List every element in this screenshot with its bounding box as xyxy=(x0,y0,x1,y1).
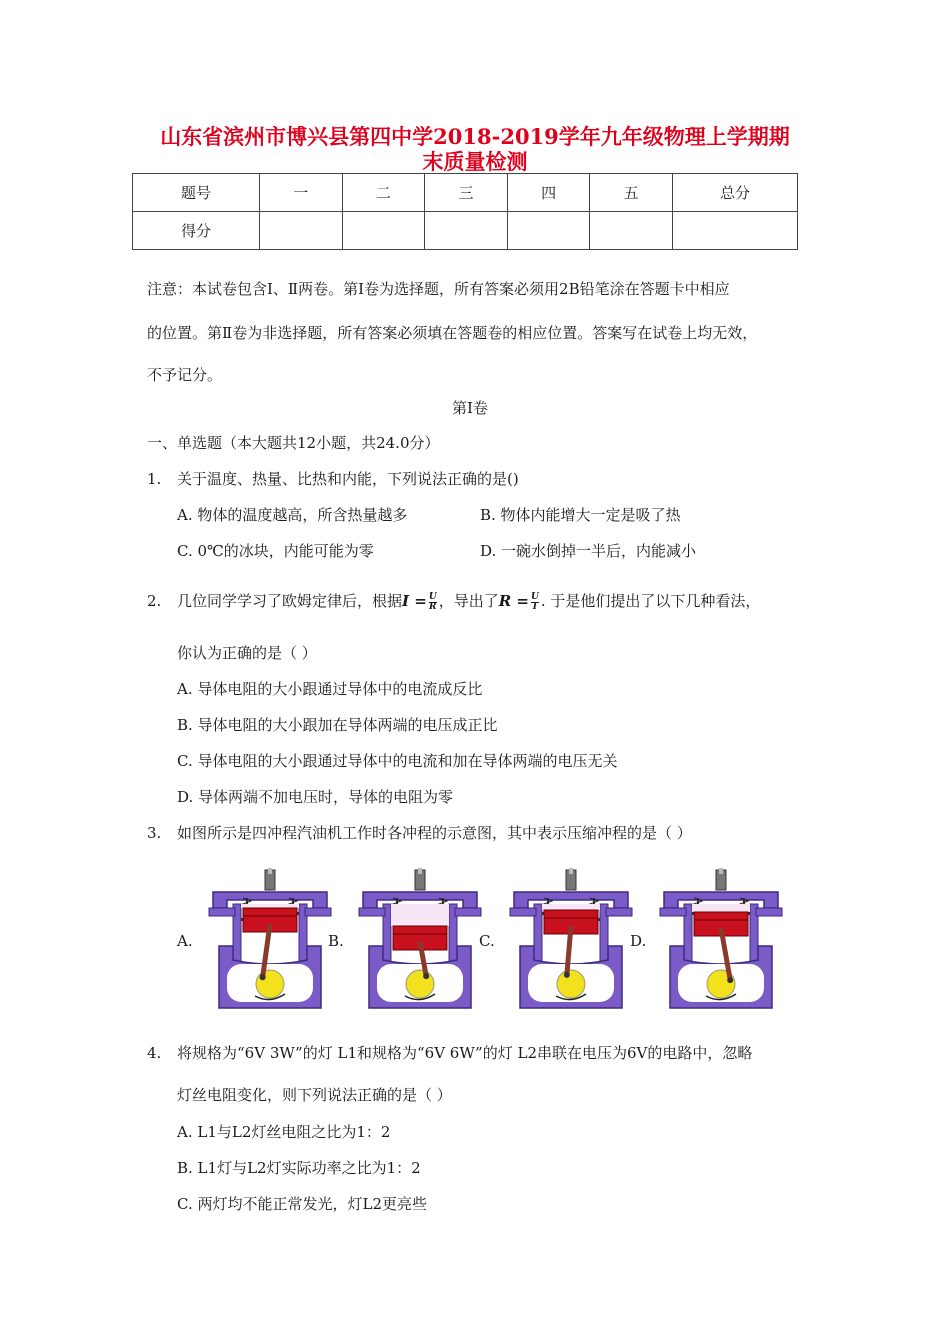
spark-plug-tip xyxy=(418,868,422,874)
combustion-chamber xyxy=(241,904,299,908)
question-1-option-b: B. 物体内能增大一定是吸了热 xyxy=(480,506,681,524)
engine-option-d-label: D. xyxy=(630,932,647,950)
formula-numerator: U xyxy=(530,591,539,602)
score-table-header-cell: 二 xyxy=(342,174,425,212)
exhaust-port xyxy=(455,908,481,916)
combustion-chamber xyxy=(692,904,750,912)
score-table-header-row xyxy=(133,174,798,212)
question-4-stem-line-2: 灯丝电阻变化，则下列说法正确的是（ ） xyxy=(177,1086,452,1104)
part1-heading: 一、单选题（本大题共12小题，共24.0分） xyxy=(147,434,440,452)
flywheel xyxy=(557,970,585,998)
crank-pin xyxy=(564,972,570,978)
score-table-blank-cell xyxy=(673,212,798,250)
question-1-option-a: A. 物体的温度越高，所含热量越多 xyxy=(177,506,408,524)
score-table xyxy=(132,173,798,250)
flywheel xyxy=(256,970,284,998)
engine-diagram-b-svg xyxy=(345,868,495,1013)
formula-u-over-i xyxy=(531,593,539,612)
question-1-stem: 关于温度、热量、比热和内能，下列说法正确的是() xyxy=(177,470,519,488)
score-table-header-cell: 四 xyxy=(507,174,590,212)
score-table-header-cell: 总分 xyxy=(673,174,798,212)
score-table-header-cell: 题号 xyxy=(133,174,260,212)
spark-plug-tip xyxy=(268,868,272,874)
question-3-number: 3. xyxy=(147,824,162,842)
intake-port xyxy=(359,908,385,916)
intake-port xyxy=(209,908,235,916)
engine-diagram-d xyxy=(646,868,796,1013)
question-1-option-d: D. 一碗水倒掉一半后，内能减小 xyxy=(480,542,697,560)
question-1-option-c: C. 0℃的冰块，内能可能为零 xyxy=(177,542,374,560)
engine-diagram-c xyxy=(496,868,646,1013)
notice-line-1: 注意：本试卷包含Ⅰ、Ⅱ两卷。第Ⅰ卷为选择题，所有答案必须用2B铅笔涂在答题卡中相应 xyxy=(147,280,730,298)
formula-denominator: I xyxy=(532,601,537,612)
formula-numerator: U xyxy=(428,591,437,602)
score-table-header-cell: 三 xyxy=(425,174,508,212)
question-2-option-d: D. 导体两端不加电压时，导体的电阻为零 xyxy=(177,788,454,806)
engine-option-c-label: C. xyxy=(479,932,495,950)
notice-line-3: 不予记分。 xyxy=(147,366,223,384)
score-table-header-cell: 一 xyxy=(260,174,343,212)
engine-diagram-a xyxy=(195,868,345,1013)
question-4-option-b: B. L1灯与L2灯实际功率之比为1：2 xyxy=(177,1159,421,1177)
question-2-stem-part-a: 几位同学学习了欧姆定律后，根据 xyxy=(177,592,403,610)
question-4-option-c: C. 两灯均不能正常发光，灯L2更亮些 xyxy=(177,1195,427,1213)
crank-pin xyxy=(727,977,733,983)
intake-port xyxy=(510,908,536,916)
score-table-blank-cell xyxy=(342,212,425,250)
engine-diagram-d-svg xyxy=(646,868,796,1013)
question-4-number: 4. xyxy=(147,1044,162,1062)
exhaust-port xyxy=(305,908,331,916)
score-table-row-label: 得分 xyxy=(133,212,260,250)
formula-denominator: R xyxy=(429,601,437,612)
section-title: 第Ⅰ卷 xyxy=(452,399,488,417)
score-table-score-row xyxy=(133,212,798,250)
formula-i-lhs: I = xyxy=(402,592,427,610)
engine-option-a-label: A. xyxy=(177,932,193,950)
crank-pin xyxy=(260,974,266,980)
question-4-stem-line-1: 将规格为“6V 3W”的灯 L1和规格为“6V 6W”的灯 L2串联在电压为6V的电路中，忽略 xyxy=(177,1044,753,1062)
score-table-blank-cell xyxy=(260,212,343,250)
question-4-option-a: A. L1与L2灯丝电阻之比为1：2 xyxy=(177,1123,391,1141)
exhaust-port xyxy=(606,908,632,916)
question-2-stem-line-2: 你认为正确的是（ ） xyxy=(177,644,317,662)
question-2-stem xyxy=(177,591,760,612)
crank-pin xyxy=(423,973,429,979)
combustion-chamber xyxy=(542,904,600,910)
formula-r-lhs: R = xyxy=(498,592,529,610)
question-2-number: 2. xyxy=(147,592,162,610)
combustion-chamber xyxy=(391,904,449,926)
intake-port xyxy=(660,908,686,916)
exam-title-line-2: 末质量检测 xyxy=(422,149,528,174)
notice-line-2: 的位置。第Ⅱ卷为非选择题，所有答案必须填在答题卷的相应位置。答案写在试卷上均无效， xyxy=(147,324,758,342)
spark-plug-tip xyxy=(569,868,573,874)
question-2-stem-part-c: . 于是他们提出了以下几种看法， xyxy=(540,592,761,610)
exhaust-port xyxy=(756,908,782,916)
score-table-blank-cell xyxy=(507,212,590,250)
question-3-stem: 如图所示是四冲程汽油机工作时各冲程的示意图，其中表示压缩冲程的是（ ） xyxy=(177,824,692,842)
engine-diagram-b xyxy=(345,868,495,1013)
score-table-header-cell: 五 xyxy=(590,174,673,212)
engine-option-b-label: B. xyxy=(328,932,344,950)
question-1-number: 1. xyxy=(147,470,162,488)
question-2-stem-part-b: ，导出了 xyxy=(438,592,499,610)
question-2-option-c: C. 导体电阻的大小跟通过导体中的电流和加在导体两端的电压无关 xyxy=(177,752,618,770)
formula-u-over-r xyxy=(429,593,437,612)
exam-title-line-1: 山东省滨州市博兴县第四中学2018-2019学年九年级物理上学期期 xyxy=(160,124,790,149)
engine-diagram-c-svg xyxy=(496,868,646,1013)
score-table-blank-cell xyxy=(590,212,673,250)
spark-plug-tip xyxy=(719,868,723,874)
question-2-option-b: B. 导体电阻的大小跟加在导体两端的电压成正比 xyxy=(177,716,498,734)
flywheel xyxy=(406,970,434,998)
score-table-blank-cell xyxy=(425,212,508,250)
engine-diagram-a-svg xyxy=(195,868,345,1013)
question-2-option-a: A. 导体电阻的大小跟通过导体中的电流成反比 xyxy=(177,680,483,698)
